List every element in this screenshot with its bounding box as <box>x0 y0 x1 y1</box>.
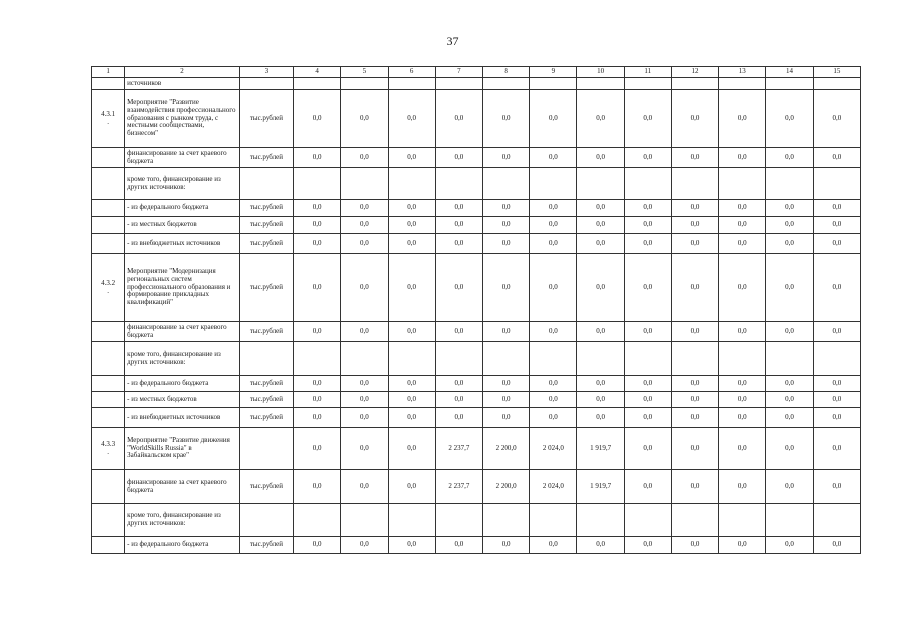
value-cell: 0,0 <box>341 217 388 234</box>
value-cell: 0,0 <box>719 376 766 392</box>
value-cell: 0,0 <box>341 254 388 322</box>
value-cell: 0,0 <box>671 200 718 217</box>
value-cell: 0,0 <box>341 392 388 408</box>
value-cell: 0,0 <box>388 408 435 428</box>
row-number <box>92 168 125 200</box>
value-cell: 0,0 <box>388 322 435 342</box>
value-cell: 0,0 <box>388 234 435 254</box>
value-cell: 0,0 <box>435 148 482 168</box>
value-cell <box>388 168 435 200</box>
row-label: - из федерального бюджета <box>125 376 240 392</box>
value-cell: 0,0 <box>813 392 860 408</box>
value-cell: 0,0 <box>294 537 341 554</box>
value-cell: 0,0 <box>671 322 718 342</box>
value-cell: 0,0 <box>341 470 388 504</box>
value-cell <box>388 504 435 537</box>
unit-cell: тыс.рублей <box>239 148 293 168</box>
value-cell: 0,0 <box>577 217 624 234</box>
value-cell: 0,0 <box>577 200 624 217</box>
value-cell <box>766 78 813 90</box>
row-number <box>92 470 125 504</box>
value-cell: 0,0 <box>388 200 435 217</box>
value-cell: 0,0 <box>482 376 529 392</box>
value-cell: 0,0 <box>719 408 766 428</box>
value-cell: 0,0 <box>482 200 529 217</box>
value-cell <box>530 504 577 537</box>
value-cell: 0,0 <box>294 428 341 470</box>
value-cell: 0,0 <box>624 428 671 470</box>
table-row <box>92 217 861 234</box>
value-cell: 0,0 <box>813 537 860 554</box>
value-cell: 0,0 <box>482 322 529 342</box>
row-number <box>92 322 125 342</box>
table-row <box>92 392 861 408</box>
value-cell: 0,0 <box>482 217 529 234</box>
value-cell: 0,0 <box>813 322 860 342</box>
row-label: - из внебюджетных источников <box>125 408 240 428</box>
value-cell: 0,0 <box>671 537 718 554</box>
value-cell: 2 237,7 <box>435 428 482 470</box>
value-cell: 0,0 <box>577 148 624 168</box>
value-cell: 0,0 <box>624 200 671 217</box>
value-cell: 0,0 <box>624 254 671 322</box>
value-cell <box>766 504 813 537</box>
row-number <box>92 148 125 168</box>
value-cell: 0,0 <box>766 428 813 470</box>
row-number <box>92 537 125 554</box>
value-cell: 0,0 <box>435 392 482 408</box>
value-cell: 0,0 <box>719 428 766 470</box>
value-cell: 0,0 <box>813 428 860 470</box>
value-cell: 0,0 <box>388 254 435 322</box>
column-header: 15 <box>813 67 860 78</box>
value-cell <box>719 342 766 376</box>
value-cell: 0,0 <box>624 322 671 342</box>
value-cell: 0,0 <box>530 376 577 392</box>
value-cell: 0,0 <box>719 392 766 408</box>
row-label: Мероприятие "Модернизация региональных систем профессионального образования и формирование прикладных квалификаций" <box>125 254 240 322</box>
value-cell: 0,0 <box>671 90 718 148</box>
value-cell <box>341 78 388 90</box>
value-cell <box>624 504 671 537</box>
value-cell: 0,0 <box>719 254 766 322</box>
value-cell: 0,0 <box>577 90 624 148</box>
value-cell <box>577 504 624 537</box>
value-cell: 0,0 <box>813 376 860 392</box>
unit-cell <box>239 78 293 90</box>
value-cell: 0,0 <box>482 408 529 428</box>
value-cell <box>388 342 435 376</box>
value-cell: 2 024,0 <box>530 428 577 470</box>
value-cell: 0,0 <box>577 537 624 554</box>
value-cell: 0,0 <box>388 148 435 168</box>
value-cell: 0,0 <box>813 234 860 254</box>
value-cell: 0,0 <box>294 376 341 392</box>
value-cell: 0,0 <box>388 376 435 392</box>
table-row <box>92 322 861 342</box>
row-number <box>92 78 125 90</box>
value-cell: 0,0 <box>341 408 388 428</box>
unit-cell: тыс.рублей <box>239 376 293 392</box>
value-cell: 0,0 <box>294 234 341 254</box>
value-cell: 0,0 <box>766 376 813 392</box>
value-cell: 0,0 <box>482 392 529 408</box>
value-cell: 0,0 <box>624 537 671 554</box>
row-number <box>92 200 125 217</box>
table-body <box>92 67 861 554</box>
value-cell: 0,0 <box>435 200 482 217</box>
value-cell: 0,0 <box>671 254 718 322</box>
value-cell: 0,0 <box>530 254 577 322</box>
unit-cell: тыс.рублей <box>239 217 293 234</box>
column-header: 14 <box>766 67 813 78</box>
row-label: - из местных бюджетов <box>125 392 240 408</box>
value-cell: 0,0 <box>341 148 388 168</box>
value-cell: 0,0 <box>719 217 766 234</box>
value-cell: 0,0 <box>435 90 482 148</box>
value-cell: 2 237,7 <box>435 470 482 504</box>
row-label: финансирование за счет краевого бюджета <box>125 148 240 168</box>
value-cell: 0,0 <box>766 408 813 428</box>
value-cell: 2 024,0 <box>530 470 577 504</box>
value-cell <box>482 168 529 200</box>
value-cell <box>294 342 341 376</box>
value-cell: 1 919,7 <box>577 470 624 504</box>
row-label: Мероприятие "Развитие взаимодействия профессионального образования с рынком труда, с местными сообществами, бизнесом" <box>125 90 240 148</box>
column-header: 5 <box>341 67 388 78</box>
value-cell: 0,0 <box>577 376 624 392</box>
value-cell: 0,0 <box>577 254 624 322</box>
value-cell: 0,0 <box>577 234 624 254</box>
value-cell: 0,0 <box>624 376 671 392</box>
value-cell: 0,0 <box>341 428 388 470</box>
value-cell <box>294 78 341 90</box>
value-cell: 0,0 <box>294 470 341 504</box>
value-cell <box>671 342 718 376</box>
value-cell: 0,0 <box>719 537 766 554</box>
value-cell <box>671 504 718 537</box>
value-cell: 0,0 <box>388 392 435 408</box>
value-cell <box>766 342 813 376</box>
column-header: 11 <box>624 67 671 78</box>
row-label: кроме того, финансирование из других источников: <box>125 504 240 537</box>
value-cell: 0,0 <box>388 537 435 554</box>
value-cell <box>530 342 577 376</box>
value-cell <box>624 78 671 90</box>
value-cell: 0,0 <box>671 234 718 254</box>
value-cell: 0,0 <box>766 200 813 217</box>
value-cell: 0,0 <box>294 408 341 428</box>
column-header: 6 <box>388 67 435 78</box>
value-cell: 0,0 <box>294 148 341 168</box>
value-cell: 0,0 <box>341 90 388 148</box>
value-cell: 0,0 <box>341 234 388 254</box>
value-cell: 0,0 <box>766 254 813 322</box>
value-cell: 0,0 <box>388 470 435 504</box>
value-cell <box>435 168 482 200</box>
value-cell: 0,0 <box>719 148 766 168</box>
value-cell <box>435 504 482 537</box>
value-cell: 0,0 <box>341 322 388 342</box>
header-row <box>92 67 861 78</box>
row-number: 4.3.1 . <box>92 90 125 148</box>
value-cell: 0,0 <box>813 148 860 168</box>
table-row <box>92 200 861 217</box>
row-number <box>92 408 125 428</box>
row-label: кроме того, финансирование из других источников: <box>125 168 240 200</box>
value-cell: 0,0 <box>341 200 388 217</box>
table-row <box>92 537 861 554</box>
value-cell: 1 919,7 <box>577 428 624 470</box>
column-header: 10 <box>577 67 624 78</box>
row-number <box>92 234 125 254</box>
value-cell: 0,0 <box>671 148 718 168</box>
value-cell: 0,0 <box>577 392 624 408</box>
value-cell: 0,0 <box>435 217 482 234</box>
column-header: 1 <box>92 67 125 78</box>
value-cell <box>530 78 577 90</box>
page-number: 37 <box>446 34 459 48</box>
row-label: источников <box>125 78 240 90</box>
unit-cell <box>239 168 293 200</box>
value-cell <box>435 78 482 90</box>
value-cell <box>577 342 624 376</box>
value-cell <box>813 342 860 376</box>
value-cell: 0,0 <box>530 537 577 554</box>
value-cell: 0,0 <box>294 392 341 408</box>
row-label: - из федерального бюджета <box>125 200 240 217</box>
column-header: 13 <box>719 67 766 78</box>
value-cell: 0,0 <box>624 470 671 504</box>
table-row <box>92 254 861 322</box>
column-header: 12 <box>671 67 718 78</box>
value-cell: 0,0 <box>530 200 577 217</box>
value-cell: 0,0 <box>577 408 624 428</box>
row-number <box>92 376 125 392</box>
value-cell: 0,0 <box>671 376 718 392</box>
value-cell: 0,0 <box>766 470 813 504</box>
value-cell <box>294 504 341 537</box>
column-header: 7 <box>435 67 482 78</box>
value-cell: 0,0 <box>671 217 718 234</box>
row-label: финансирование за счет краевого бюджета <box>125 322 240 342</box>
value-cell: 2 200,0 <box>482 470 529 504</box>
value-cell: 0,0 <box>813 200 860 217</box>
unit-cell: тыс.рублей <box>239 537 293 554</box>
value-cell: 0,0 <box>482 537 529 554</box>
table-row <box>92 408 861 428</box>
value-cell: 0,0 <box>766 234 813 254</box>
value-cell: 0,0 <box>530 148 577 168</box>
value-cell: 0,0 <box>435 408 482 428</box>
value-cell: 0,0 <box>813 217 860 234</box>
value-cell <box>294 168 341 200</box>
value-cell: 0,0 <box>813 408 860 428</box>
unit-cell <box>239 342 293 376</box>
table-row <box>92 78 861 90</box>
value-cell: 0,0 <box>341 537 388 554</box>
row-number: 4.3.2 . <box>92 254 125 322</box>
table-row <box>92 376 861 392</box>
value-cell: 0,0 <box>624 90 671 148</box>
unit-cell: тыс.рублей <box>239 234 293 254</box>
value-cell <box>341 168 388 200</box>
value-cell <box>388 78 435 90</box>
value-cell: 0,0 <box>341 376 388 392</box>
value-cell <box>482 504 529 537</box>
value-cell: 0,0 <box>530 90 577 148</box>
row-number <box>92 504 125 537</box>
budget-table <box>91 66 861 554</box>
value-cell: 0,0 <box>766 217 813 234</box>
row-number <box>92 342 125 376</box>
value-cell: 2 200,0 <box>482 428 529 470</box>
value-cell: 0,0 <box>577 322 624 342</box>
unit-cell <box>239 504 293 537</box>
row-number <box>92 217 125 234</box>
value-cell <box>624 168 671 200</box>
value-cell <box>530 168 577 200</box>
value-cell: 0,0 <box>294 90 341 148</box>
table-row <box>92 168 861 200</box>
value-cell: 0,0 <box>719 90 766 148</box>
table-row <box>92 342 861 376</box>
unit-cell: тыс.рублей <box>239 322 293 342</box>
row-label: - из местных бюджетов <box>125 217 240 234</box>
row-number <box>92 392 125 408</box>
value-cell: 0,0 <box>624 217 671 234</box>
column-header: 2 <box>125 67 240 78</box>
value-cell: 0,0 <box>813 90 860 148</box>
value-cell <box>341 342 388 376</box>
value-cell <box>719 504 766 537</box>
value-cell <box>577 78 624 90</box>
value-cell: 0,0 <box>671 408 718 428</box>
value-cell: 0,0 <box>719 322 766 342</box>
value-cell: 0,0 <box>719 470 766 504</box>
value-cell: 0,0 <box>435 376 482 392</box>
value-cell: 0,0 <box>671 392 718 408</box>
unit-cell: тыс.рублей <box>239 408 293 428</box>
table-row <box>92 504 861 537</box>
row-label: финансирование за счет краевого бюджета <box>125 470 240 504</box>
unit-cell <box>239 428 293 470</box>
value-cell: 0,0 <box>482 90 529 148</box>
value-cell: 0,0 <box>624 148 671 168</box>
value-cell <box>671 168 718 200</box>
value-cell: 0,0 <box>388 217 435 234</box>
value-cell: 0,0 <box>435 234 482 254</box>
value-cell <box>341 504 388 537</box>
value-cell: 0,0 <box>294 322 341 342</box>
value-cell: 0,0 <box>813 470 860 504</box>
value-cell: 0,0 <box>766 392 813 408</box>
value-cell: 0,0 <box>530 408 577 428</box>
table-row <box>92 428 861 470</box>
value-cell <box>813 78 860 90</box>
value-cell <box>624 342 671 376</box>
table-row <box>92 148 861 168</box>
value-cell <box>482 78 529 90</box>
value-cell: 0,0 <box>719 234 766 254</box>
value-cell: 0,0 <box>482 234 529 254</box>
value-cell: 0,0 <box>482 148 529 168</box>
value-cell: 0,0 <box>294 217 341 234</box>
value-cell: 0,0 <box>671 470 718 504</box>
value-cell <box>813 168 860 200</box>
value-cell: 0,0 <box>624 408 671 428</box>
unit-cell: тыс.рублей <box>239 200 293 217</box>
value-cell <box>435 342 482 376</box>
value-cell <box>577 168 624 200</box>
table-row <box>92 90 861 148</box>
value-cell: 0,0 <box>530 217 577 234</box>
value-cell <box>671 78 718 90</box>
unit-cell: тыс.рублей <box>239 90 293 148</box>
column-header: 4 <box>294 67 341 78</box>
column-header: 9 <box>530 67 577 78</box>
column-header: 3 <box>239 67 293 78</box>
row-label: кроме того, финансирование из других источников: <box>125 342 240 376</box>
value-cell: 0,0 <box>294 254 341 322</box>
row-label: Мероприятие "Развитие движения "WorldSkills Russia" в Забайкальском крае" <box>125 428 240 470</box>
value-cell: 0,0 <box>530 234 577 254</box>
value-cell: 0,0 <box>766 90 813 148</box>
value-cell: 0,0 <box>624 234 671 254</box>
value-cell: 0,0 <box>388 90 435 148</box>
column-header: 8 <box>482 67 529 78</box>
value-cell: 0,0 <box>766 148 813 168</box>
value-cell: 0,0 <box>482 254 529 322</box>
unit-cell: тыс.рублей <box>239 470 293 504</box>
row-label: - из федерального бюджета <box>125 537 240 554</box>
value-cell: 0,0 <box>435 537 482 554</box>
value-cell <box>719 168 766 200</box>
table-row <box>92 234 861 254</box>
value-cell <box>719 78 766 90</box>
value-cell: 0,0 <box>719 200 766 217</box>
value-cell <box>482 342 529 376</box>
unit-cell: тыс.рублей <box>239 254 293 322</box>
table-row <box>92 470 861 504</box>
row-label: - из внебюджетных источников <box>125 234 240 254</box>
value-cell: 0,0 <box>530 392 577 408</box>
value-cell: 0,0 <box>766 537 813 554</box>
value-cell: 0,0 <box>294 200 341 217</box>
value-cell <box>766 168 813 200</box>
value-cell: 0,0 <box>530 322 577 342</box>
value-cell: 0,0 <box>624 392 671 408</box>
value-cell: 0,0 <box>671 428 718 470</box>
value-cell: 0,0 <box>435 322 482 342</box>
value-cell: 0,0 <box>813 254 860 322</box>
value-cell: 0,0 <box>766 322 813 342</box>
value-cell: 0,0 <box>435 254 482 322</box>
value-cell: 0,0 <box>388 428 435 470</box>
value-cell <box>813 504 860 537</box>
row-number: 4.3.3 . <box>92 428 125 470</box>
unit-cell: тыс.рублей <box>239 392 293 408</box>
